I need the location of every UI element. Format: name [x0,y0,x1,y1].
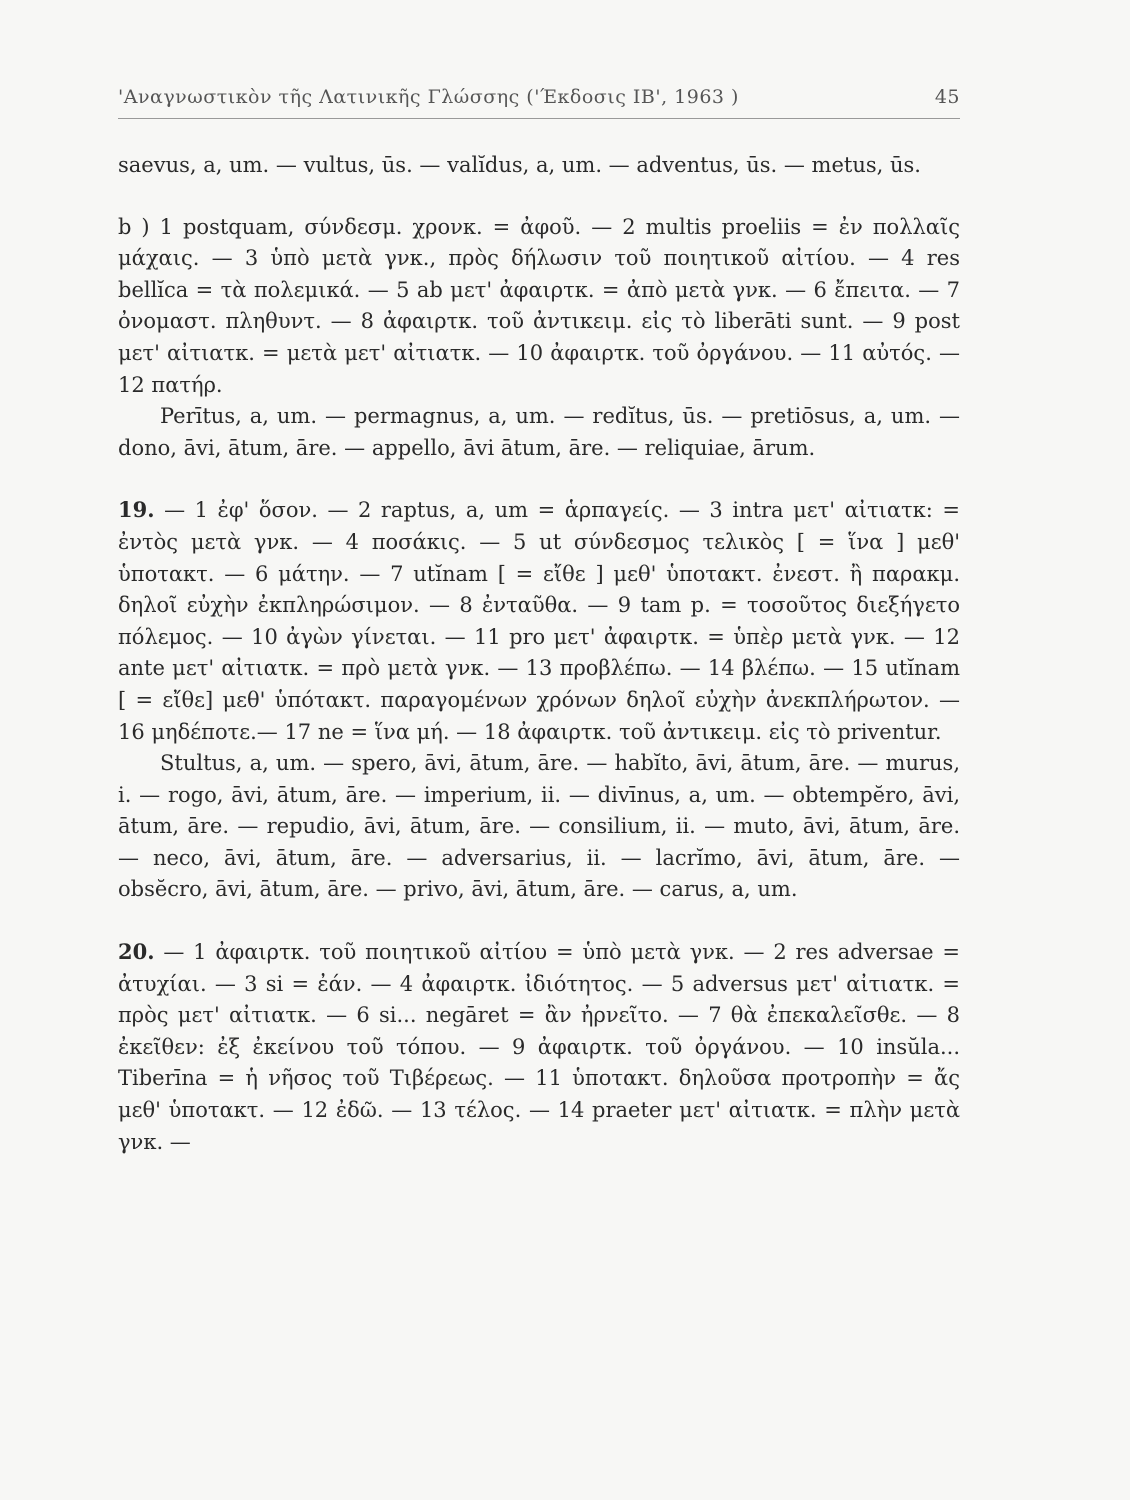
paragraph-notes-b: b ) 1 postquam, σύνδεσμ. χρονκ. = ἀφοῦ. — 2 multis proeliis = ἐν πολλαῖς μάχαις. — 3 ὑπὸ μετὰ γνκ., πρὸς δήλωσιν τοῦ ποιητικοῦ αἰτίου. — 4 res bellĭca = τὰ πολεμικά. — 5 ab μετ' ἀφαιρτκ. = ἀπὸ μετὰ γνκ. — 6 ἔπειτα. — 7 ὀνομαστ. πληθυντ. — 8 ἀφαιρτκ. τοῦ ἀντικειμ. εἰς τὸ liberāti sunt. — 9 post μετ' αἰτιατκ. = μετὰ μετ' αἰτιατκ. — 10 ἀφαιρτκ. τοῦ ὀργάνου. — 11 αὐτός. — 12 πατήρ. [118,214,960,397]
section-19-text: — 1 ἐφ' ὅσον. — 2 raptus, a, um = ἁρπαγείς. — 3 intra μετ' αἰτιατκ: = ἐντὸς μετὰ γνκ. — 4 ποσάκις. — 5 ut σύνδεσμος τελικὸς [ = ἵνα ] μεθ' ὑποτακτ. — 6 μάτην. — 7 utĭnam [ = εἴθε ] μεθ' ὑποτακτ. ἐνεστ. ἢ παρακμ. δηλοῖ εὐχὴν ἐκπληρώσιμον. — 8 ἐνταῦθα. — 9 tam p. = τοσοῦτος διεξήγετο πόλεμος. — 10 ἀγὼν γίνεται. — 11 pro μετ' ἀφαιρτκ. = ὑπὲρ μετὰ γνκ. — 12 ante μετ' αἰτιατκ. = πρὸ μετὰ γνκ. — 13 προβλέπω. — 14 βλέπω. — 15 utĭnam [ = εἴθε] μεθ' ὑπότακτ. παραγομένων χρόνων δηλοῖ εὐχὴν ἀνεκπλήρωτον. — 16 μηδέποτε.— 17 ne = ἵνα μή. — 18 ἀφαιρτκ. τοῦ ἀντικειμ. εἰς τὸ priventur. [118,498,960,744]
page-number: 45 [934,86,960,108]
running-header [118,86,960,108]
header-rule [118,118,960,119]
section-20-text: — 1 ἀφαιρτκ. τοῦ ποιητικοῦ αἰτίου = ὑπὸ μετὰ γνκ. — 2 res adversae = ἀτυχίαι. — 3 si = ἐάν. — 4 ἀφαιρτκ. ἰδιότητος. — 5 adversus μετ' αἰτιατκ. = πρὸς μετ' αἰτιατκ. — 6 si... negāret = ἂν ἠρνεῖτο. — 7 θὰ ἐπεκαλεῖσθε. — 8 ἐκεῖθεν: ἐξ ἐκείνου τοῦ τόπου. — 9 ἀφαιρτκ. τοῦ ὀργάνου. — 10 insŭla... Tiberīna = ἡ νῆσος τοῦ Τιβέρεως. — 11 ὑποτακτ. δηλοῦσα προτροπὴν = ἄς μεθ' ὑποτακτ. — 12 ἐδῶ. — 13 τέλος. — 14 praeter μετ' αἰτιατκ. = πλὴν μετὰ γνκ. — [118,940,960,1154]
paragraph-vocabulary-19: Stultus, a, um. — spero, āvi, ātum, āre. — habĭto, āvi, ātum, āre. — murus, i. — rogo, āvi, ātum, āre. — imperium, ii. — divīnus, a, um. — obtempĕro, āvi, ātum, āre. — repudio, āvi, ātum, āre. — consilium, ii. — muto, āvi, ātum, āre. — neco, āvi, ātum, āre. — adversarius, ii. — lacrĭmo, āvi, ātum, āre. — obsĕcro, āvi, ātum, āre. — privo, āvi, ātum, āre. — carus, a, um. [118,751,960,902]
section-number-19: 19. [118,497,155,523]
text-body [118,150,960,1158]
paragraph-vocabulary-a: saevus, a, um. — vultus, ūs. — valĭdus, a, um. — adventus, ūs. — metus, ūs. [118,153,921,177]
running-title: 'Αναγνωστικὸν τῆς Λατινικῆς Γλώσσης ('Έκδοσις ΙΒ', 1963 ) [118,86,739,108]
section-number-20: 20. [118,939,155,965]
paragraph-section-19 [118,494,960,748]
paragraph-vocabulary-b: Perītus, a, um. — permagnus, a, um. — redĭtus, ūs. — pretiōsus, a, um. — dono, āvi, ātum, āre. — appello, āvi ātum, āre. — reliquiae, ārum. [118,404,960,460]
paragraph-section-20 [118,936,960,1158]
